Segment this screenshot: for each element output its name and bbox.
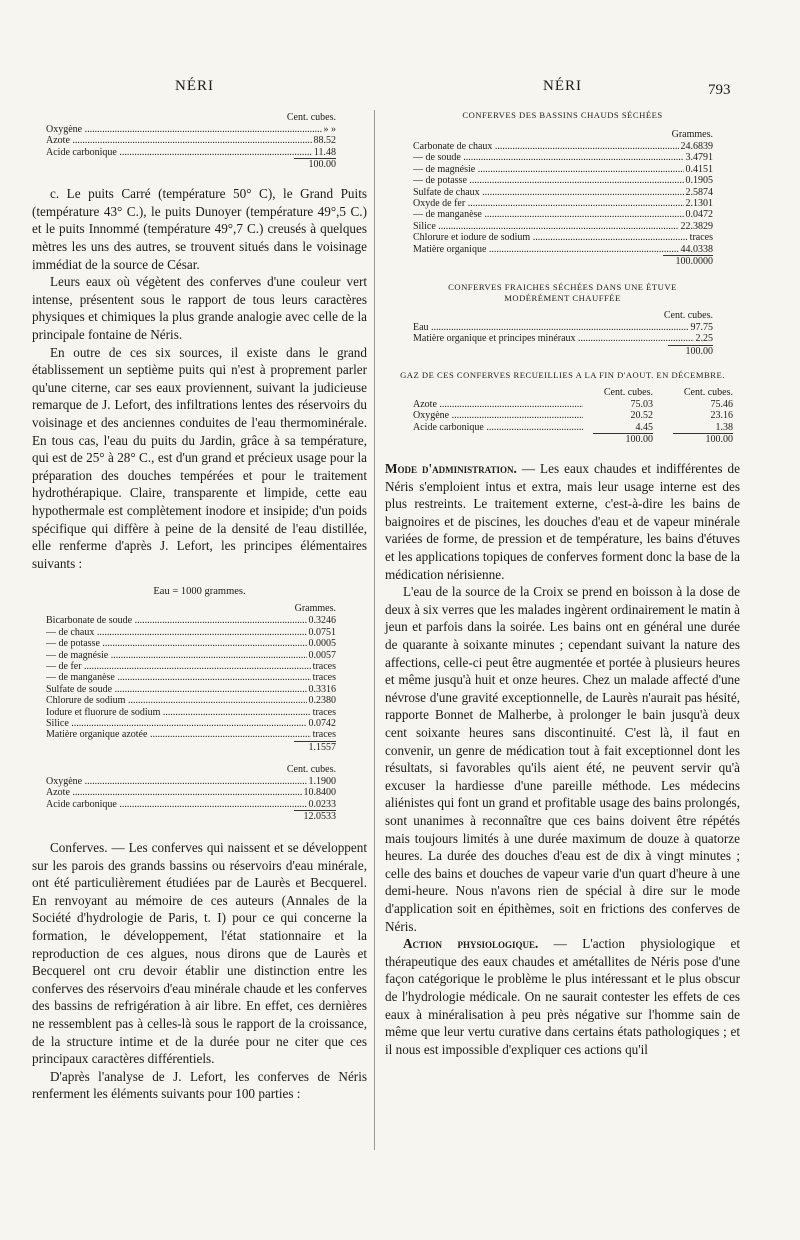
running-title-right: NÉRI xyxy=(543,78,582,94)
table-total: 100.00 xyxy=(685,345,713,357)
paragraph-action xyxy=(385,935,740,1058)
conferves-table-1-rows xyxy=(413,141,713,255)
paragraph-conferves: Conferves. — Les conferves qui naissent et se développent sur les parois des grands bassins ou réservoirs d'eau minérale, ont été particulièrement étudiées par de Laurès et Becquerel. En renvoyant au mémoire de ces auteurs (Annales de la Société d'hydrologie de Paris, t. I) pour ce qui concerne la formation, le développement, l'état stationnaire et la reproduction de ces algues, nous dirons que de Laurès et Becquerel ont cru devoir établir une distinction entre les conferves des réservoirs d'eau minérale chaude et les conferves des bassins de refrigération à air libre. En effet, ces dernières ne ressemblent pas à celles-là sous le rapport de la croissance, de la structure intime et de la durée pour ne citer que ces principaux caractères différentiels. xyxy=(32,839,367,1067)
table-row xyxy=(46,776,336,787)
row-value: 0.2380 xyxy=(308,695,336,707)
table-row xyxy=(413,221,713,232)
unit-label: Cent. cubes. xyxy=(663,310,713,322)
paragraph-mode xyxy=(385,460,740,583)
row-label: Silice ..... xyxy=(413,221,679,232)
row-label: Silice ..... xyxy=(46,718,307,729)
row-value: 0.0057 xyxy=(308,649,336,661)
table-row xyxy=(413,209,713,220)
total-decembre: 100.00 xyxy=(673,433,733,446)
row-value: 0.3316 xyxy=(308,683,336,695)
row-label: Azote ..... xyxy=(413,399,583,410)
row-label: Acide carbonique ..... xyxy=(46,799,307,810)
page-number: 793 xyxy=(708,82,731,98)
table-total: 100.0000 xyxy=(675,256,713,268)
row-value: 22.3829 xyxy=(680,220,713,232)
conferves-gas-table xyxy=(413,387,733,446)
row-value: 0.4151 xyxy=(685,163,713,175)
table-row xyxy=(46,718,336,729)
table-row xyxy=(413,152,713,163)
left-column xyxy=(32,112,367,1103)
row-label: Matière organique et principes minéraux ..... xyxy=(413,333,694,344)
row-label: Bicarbonate de soude ..... xyxy=(46,615,307,626)
table-row xyxy=(413,410,733,421)
row-label: Chlorure de sodium ..... xyxy=(46,695,307,706)
table-row xyxy=(46,135,336,146)
table-row xyxy=(46,729,336,740)
row-value: traces xyxy=(689,232,713,244)
row-value: 2.1301 xyxy=(685,198,713,210)
row-value: » » xyxy=(323,124,336,135)
row-value: 24.6839 xyxy=(680,141,713,152)
row-label: Azote ..... xyxy=(46,787,302,798)
gas-table-1 xyxy=(46,112,336,171)
row-label: — de manganèse ..... xyxy=(46,672,311,683)
paragraph-action-text: — L'action physiologique et thérapeutique des eaux chaudes et amétallites de Néris pose d'une façon catégorique le problème le plus intéressant et le plus obscur de l'hydrologie médicale. On ne saurait contester les effets de ces eaux à minéralisation à peu près négative sur l'homme sain de même que leur vertu curative dans certains états pathologiques ; et il nous est impossible d'expliquer ces actions qu'il xyxy=(385,936,741,1057)
row-value: 0.0742 xyxy=(308,717,336,729)
row-value: 0.0472 xyxy=(685,209,713,221)
conferves-gas-table-rows xyxy=(413,399,733,433)
unit-label: Cent. cubes. xyxy=(286,112,336,123)
row-value: 1.1900 xyxy=(308,775,336,787)
gas-table-1-rows xyxy=(46,124,336,158)
row-label: — de fer ..... xyxy=(46,661,311,672)
row-value: 0.1905 xyxy=(685,175,713,187)
row-value: 2.5874 xyxy=(685,186,713,198)
column-divider xyxy=(374,110,375,1150)
gas-table-2 xyxy=(46,764,336,823)
total-aout: 100.00 xyxy=(593,433,653,446)
table-total: 100.00 xyxy=(308,159,336,171)
row-label: — de soude ..... xyxy=(413,152,684,163)
table-row xyxy=(46,672,336,683)
table-row xyxy=(46,650,336,661)
row-value: 0.3246 xyxy=(308,615,336,627)
unit-label-decembre: Cent. cubes. xyxy=(683,386,733,398)
table-row xyxy=(413,232,713,243)
row-value: traces xyxy=(312,706,336,718)
table-row xyxy=(46,707,336,718)
row-value-decembre: 75.46 xyxy=(710,398,733,410)
row-value: 88.52 xyxy=(313,135,336,147)
row-label: Iodure et fluorure de sodium ..... xyxy=(46,707,311,718)
table-row xyxy=(46,799,336,810)
section-title-action: Action physiologique. xyxy=(403,936,539,952)
row-label: — de manganèse ..... xyxy=(413,209,684,220)
row-value: traces xyxy=(312,660,336,672)
row-label: — de potasse ..... xyxy=(413,175,684,186)
row-value-aout: 75.03 xyxy=(630,398,653,410)
row-value: 0.0005 xyxy=(308,638,336,650)
table-row xyxy=(413,198,713,209)
total-row xyxy=(413,433,733,446)
heading-fraiches-2: MODÉRÉMENT CHAUFFÉE xyxy=(504,293,621,304)
paragraph-lefort: D'après l'analyse de J. Lefort, les conferves de Néris renferment les éléments suivants pour 100 parties : xyxy=(32,1068,367,1102)
row-label: Oxygène ..... xyxy=(413,410,583,421)
paragraph-outre: En outre de ces six sources, il existe dans le grand établissement un septième puits qui n'est à proprement parler qu'une citerne, car ses eaux proviennent, suivant la judicieuse remarque de J. Lefort, des infiltrations lentes des réservoirs du voisinage et des anciennes conduites de l'eau thermominérale. En tous cas, l'eau du puits du Jardin, grâce à sa température, qui est de 25° à 28° C., est d'un grand et précieux usage pour la préparation des douches tempérées et pour le traitement hydrothérapique. Claire, transparente et limpide, cette eau hypothermale est complètement inodore et insipide; d'un poids spécifique qui diffère à peine de la densité de l'eau distillée, elle renferme d'après J. Lefort, les principes élémentaires suivants : xyxy=(32,344,367,571)
paragraph-croix: L'eau de la source de la Croix se prend en boisson à la dose de deux à six verres que les malades ingèrent ordinairement le matin à jeun et parfois dans la soirée. Les bains ont en général une durée de quarante à soixante minutes ; cependant suivant la nature des affections, celle-ci peut être augmentée et portée à plusieurs heures et même jusqu'à huit et onze heures. Chez un malade affecté d'une névrose d'une gravité exceptionnelle, de Laurès n'aurait pas hésité, rapporte Bonnet de Malherbe, à prolonger le bain jusqu'à deux cent soixante heures sans discontinuité. C'est là, il faut en convenir, un genre de médication tout à fait exceptionnel dont les résultats, si favorables qu'ils aient été, ne peuvent servir qu'à excuser la hardiesse d'une pareille méthode. Les médecins aliénistes qui font un grand et profitable usage des bains prolongés, sont unanimes à reconnaître que ces bains doivent être répétés mais toujours limités à une durée maximum de douze à quatorze heures. La durée des douches d'eau est de dix à vingt minutes ; celle des bains et douches de vapeur varie d'un quart d'heure à une demi-heure. Nous n'avons rien de spécial à dire sur le mode d'application soit en épithèmes, soit en frictions des conferves de Néris. xyxy=(385,584,740,934)
heading-gaz: GAZ DE CES CONFERVES RECUEILLIES A LA FIN D'AOUT. EN DÉCEMBRE. xyxy=(400,369,725,380)
row-label: Acide carbonique ..... xyxy=(413,422,583,433)
table-row xyxy=(413,175,713,186)
row-value: 44.0338 xyxy=(680,243,713,255)
row-label: Oxyde de fer ..... xyxy=(413,198,684,209)
unit-label: Grammes. xyxy=(671,129,713,140)
row-label: Matière organique ..... xyxy=(413,244,679,255)
paragraph-leurs: Leurs eaux où végètent des conferves d'une couleur vert intense, présentent sous le rapport de tous leurs caractères physiques et chimiques la plus grande analogie avec celle de la principale fontaine de Néris. xyxy=(32,274,367,342)
table-row xyxy=(46,147,336,158)
row-label: Sulfate de soude ..... xyxy=(46,684,307,695)
row-value: traces xyxy=(312,729,336,741)
table-row xyxy=(413,399,733,410)
table-row xyxy=(46,638,336,649)
row-value-decembre: 23.16 xyxy=(710,410,733,422)
row-label: — de chaux ..... xyxy=(46,627,307,638)
right-column xyxy=(385,110,740,1058)
row-value: 0.0751 xyxy=(308,626,336,638)
mineral-table-rows xyxy=(46,615,336,740)
table-row xyxy=(413,244,713,255)
table-row xyxy=(413,164,713,175)
conferves-table-2 xyxy=(413,310,713,358)
paragraph-mode-text: — Les eaux chaudes et indifférentes de Néris s'emploient intus et extra, mais leur usage interne est des plus restreints. Le traitement externe, c'est-à-dire les bains de baignoires et de piscines, les douches d'eau et de vapeur minérale variées de forme, de pression et de température, les bains d'étuves et les applications topiques de conferves forment donc la base de la médication nérisienne. xyxy=(385,461,740,582)
table-total: 12.0533 xyxy=(303,810,336,822)
table-row xyxy=(413,187,713,198)
row-label: Acide carbonique ..... xyxy=(46,147,312,158)
table-row xyxy=(413,422,733,433)
row-value-aout: 20.52 xyxy=(630,410,653,422)
mineral-table xyxy=(46,603,336,753)
table-row xyxy=(46,124,336,135)
row-label: Oxygène ..... xyxy=(46,124,322,135)
row-value: 3.4791 xyxy=(685,152,713,164)
row-value: traces xyxy=(312,672,336,684)
row-label: Chlorure et iodure de sodium ..... xyxy=(413,232,688,243)
table-row xyxy=(46,615,336,626)
unit-label-aout: Cent. cubes. xyxy=(603,386,653,398)
unit-label: Grammes. xyxy=(294,603,336,615)
row-value-decembre: 1.38 xyxy=(715,421,733,433)
row-value: 0.0233 xyxy=(308,798,336,810)
row-label: — de potasse ..... xyxy=(46,638,307,649)
heading-bassins: CONFERVES DES BASSINS CHAUDS SÉCHÉES xyxy=(462,110,663,120)
table-total: 1.1557 xyxy=(308,741,336,753)
row-value: 10.8400 xyxy=(303,787,336,799)
row-label: Matière organique azotée ..... xyxy=(46,729,311,740)
row-value-aout: 4.45 xyxy=(635,421,653,433)
running-title-left: NÉRI xyxy=(175,78,214,94)
table-row xyxy=(413,333,713,344)
paragraph-c: c. Le puits Carré (température 50° C), le Grand Puits (température 43° C.), le puits Dunoyer (température 49°,5 C.) et le puits Innommé (température 49°,7 C.) creusés à quelques mètres les uns des autres, se trouvent situés dans le voisinage immédiat de la source de César. xyxy=(32,186,367,272)
row-label: Azote ..... xyxy=(46,135,312,146)
mineral-caption: Eau = 1000 grammes. xyxy=(153,586,246,598)
conferves-table-2-rows xyxy=(413,322,713,345)
table-row xyxy=(46,627,336,638)
row-value: 97.75 xyxy=(690,322,713,334)
row-label: Carbonate de chaux ..... xyxy=(413,141,679,152)
row-value: 2.25 xyxy=(695,333,713,345)
gas-table-2-rows xyxy=(46,776,336,810)
conferves-table-1 xyxy=(413,129,713,268)
table-row xyxy=(46,661,336,672)
row-value: 11.48 xyxy=(313,146,336,158)
table-row xyxy=(413,322,713,333)
row-label: Oxygène ..... xyxy=(46,776,307,787)
row-label: Sulfate de chaux ..... xyxy=(413,187,684,198)
row-label: — de magnésie ..... xyxy=(413,164,684,175)
unit-label: Cent. cubes. xyxy=(286,763,336,775)
table-row xyxy=(413,141,713,152)
table-row xyxy=(46,695,336,706)
row-label: Eau ..... xyxy=(413,322,689,333)
unit-row xyxy=(413,387,733,399)
table-row xyxy=(46,684,336,695)
heading-fraiches: CONFERVES FRAICHES SÉCHÉES DANS UNE ÉTUVE xyxy=(448,282,677,293)
table-row xyxy=(46,787,336,798)
section-title-mode: Mode d'administration. xyxy=(385,461,517,477)
row-label: — de magnésie ..... xyxy=(46,650,307,661)
